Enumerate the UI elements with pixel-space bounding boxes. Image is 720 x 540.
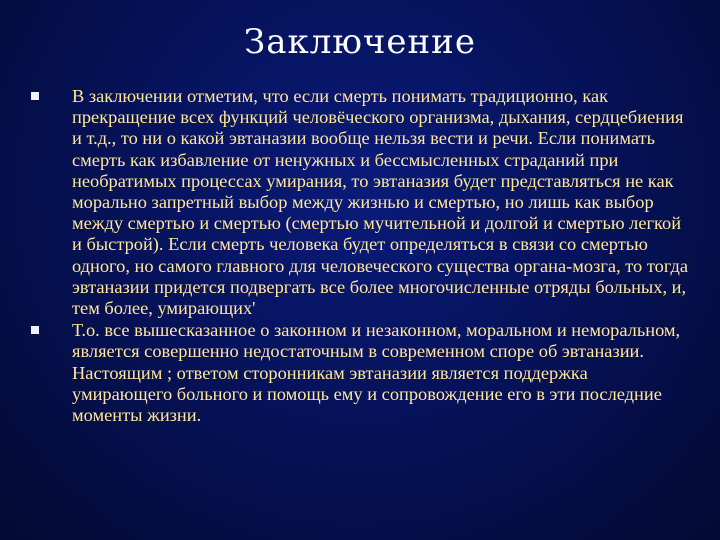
square-bullet-icon xyxy=(31,92,39,100)
bullet-item-conclusion xyxy=(30,86,690,319)
square-bullet-icon xyxy=(31,326,39,334)
bullet-text: Т.о. все вышесказанное о законном и незаконном, моральном и неморальном, является совершенно недостаточным в современном споре об эвтаназии. Настоящим ; ответом сторонникам эвтаназии является поддержка умирающего больного и помощь ему и сопровождение его в эти последние моменты жизни. xyxy=(72,320,681,426)
slide-title: Заключение xyxy=(244,22,476,62)
bullet-list xyxy=(30,86,690,426)
bullet-text: В заключении отметим, что если смерть понимать традиционно, как прекращение всех функций человёческого организма, дыхания, сердцебиения и т.д., то ни о какой эвтаназии вообще нельзя вести и речи. Если понимать смерть как избавление от ненужных и бессмысленных страданий при необратимых процессах умирания, то эвтаназия будет представляться не как морально запретный выбор между жизнью и смертью, но лишь как выбор между смертью и смертью (смертью мучительной и долгой и смертью легкой и быстрой). Если смерть человека будет определяться в связи со смертью одного, но самого главного для человеческого существа органа-мозга, то тогда эвтаназии придется подвергать все более многочисленные отряды больных, и, тем более, умирающих' xyxy=(72,86,688,319)
bullet-item-summary xyxy=(30,320,690,426)
